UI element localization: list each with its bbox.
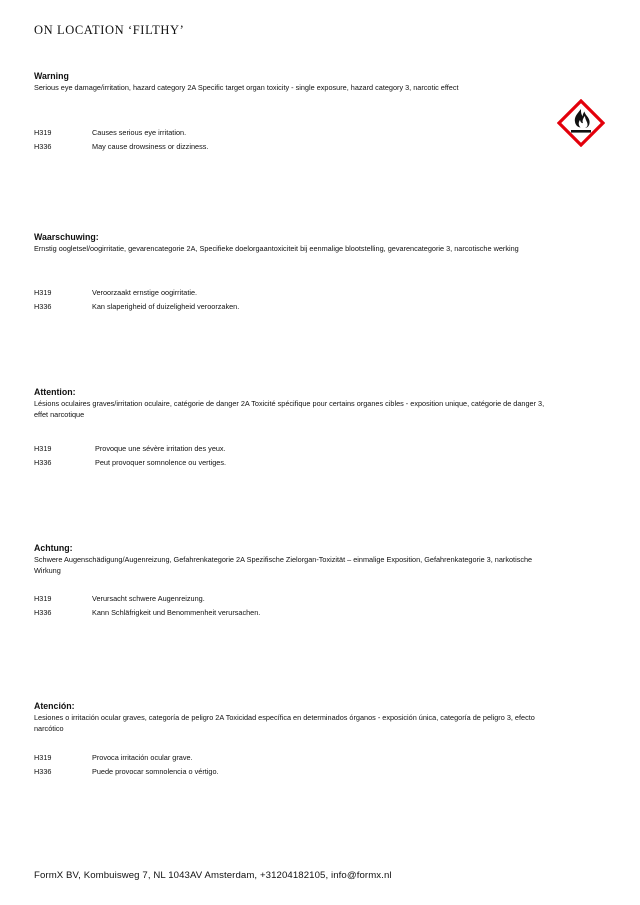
section-description: Lesiones o irritación ocular graves, categoría de peligro 2A Toxicidad específica en determinados órganos - exposición única, categoría de peligro 3, efecto narcótico [34, 713, 535, 733]
hazard-text: Kan slaperigheid of duizeligheid veroorzaken. [92, 302, 240, 311]
hazard-code: H319 [34, 444, 52, 453]
section-heading: Warning [34, 71, 69, 81]
hazard-code: H336 [34, 767, 52, 776]
hazard-code: H336 [34, 142, 52, 151]
hazard-text: Provoque une sévère irritation des yeux. [95, 444, 226, 453]
document-title: ON LOCATION ‘FILTHY’ [34, 23, 185, 37]
hazard-text: Causes serious eye irritation. [92, 128, 187, 137]
hazard-code: H336 [34, 458, 52, 467]
section-german [34, 543, 554, 617]
section-description: Serious eye damage/irritation, hazard category 2A Specific target organ toxicity - single exposure, hazard category 3, narcotic effect [34, 83, 459, 92]
section-heading: Achtung: [34, 543, 73, 553]
hazard-text: Kann Schläfrigkeit und Benommenheit verursachen. [92, 608, 261, 617]
section-heading: Atención: [34, 701, 75, 711]
hazard-code: H336 [34, 608, 52, 617]
hazard-code: H319 [34, 128, 52, 137]
section-description: Ernstig oogletsel/oogirritatie, gevarencategorie 2A, Specifieke doelorgaantoxiciteit bij eenmalige blootstelling, gevarencategorie 3, narcotische werking [34, 244, 519, 253]
hazard-text: Peut provoquer somnolence ou vertiges. [95, 458, 227, 467]
section-description: Schwere Augenschädigung/Augenreizung, Gefahrenkategorie 2A Spezifische Zielorgan-Toxizität – einmalige Exposition, Gefahrenkategorie 3, narkotische Wirkung [34, 555, 533, 575]
hazard-text: Provoca irritación ocular grave. [92, 753, 193, 762]
section-heading: Attention: [34, 387, 76, 397]
hazard-code: H336 [34, 302, 52, 311]
section-dutch [34, 232, 554, 311]
hazard-code: H319 [34, 594, 52, 603]
company-footer: FormX BV, Kombuisweg 7, NL 1043AV Amsterdam, +31204182105, info@formx.nl [34, 870, 392, 881]
section-heading: Waarschuwing: [34, 232, 99, 242]
hazard-text: May cause drowsiness or dizziness. [92, 142, 209, 151]
section-french [34, 387, 554, 467]
hazard-text: Verursacht schwere Augenreizung. [92, 594, 205, 603]
hazard-code: H319 [34, 753, 52, 762]
section-description: Lésions oculaires graves/irritation oculaire, catégorie de danger 2A Toxicité spécifique pour certains organes cibles - exposition unique, catégorie de danger 3, effet narcotique [34, 399, 545, 419]
flammable-ghs-pictogram-icon [557, 99, 605, 147]
hazard-code: H319 [34, 288, 52, 297]
section-english [34, 71, 554, 151]
hazard-text: Puede provocar somnolencia o vértigo. [92, 767, 219, 776]
hazard-text: Veroorzaakt ernstige oogirritatie. [92, 288, 198, 297]
section-spanish [34, 701, 554, 776]
